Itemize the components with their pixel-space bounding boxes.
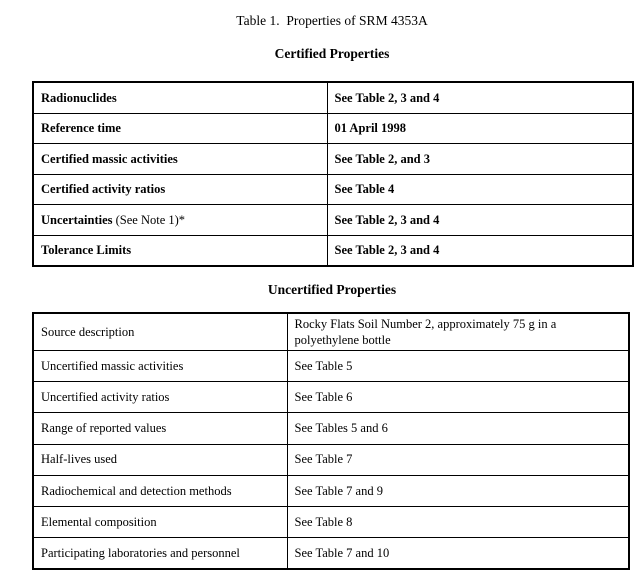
certified-properties-heading: Certified Properties bbox=[274, 46, 390, 61]
property-cell bbox=[33, 144, 327, 175]
value-text: See Table 8 bbox=[294, 514, 353, 529]
value-cell bbox=[327, 113, 633, 144]
value-cell bbox=[327, 174, 633, 205]
property-label: Radiochemical and detection methods bbox=[41, 483, 232, 498]
table-row bbox=[33, 413, 629, 444]
property-label: Radionuclides bbox=[41, 90, 117, 105]
document-content bbox=[32, 0, 632, 570]
property-cell bbox=[33, 475, 287, 506]
value-cell bbox=[287, 444, 629, 475]
value-cell bbox=[327, 235, 633, 266]
table-row bbox=[33, 475, 629, 506]
value-text: See Table 2, 3 and 4 bbox=[334, 212, 440, 227]
property-label: Half-lives used bbox=[41, 452, 118, 467]
property-label: Certified activity ratios bbox=[41, 182, 166, 196]
table-row bbox=[33, 506, 629, 537]
value-cell bbox=[287, 475, 629, 506]
property-label: Tolerance Limits bbox=[41, 243, 132, 257]
table-row bbox=[33, 444, 629, 475]
value-cell bbox=[287, 413, 629, 444]
value-text: Rocky Flats Soil Number 2, approximately 75 g in a polyethylene bottle bbox=[294, 316, 557, 347]
property-label: Uncertified activity ratios bbox=[41, 390, 170, 405]
property-label: Range of reported values bbox=[41, 421, 167, 436]
value-text: 01 April 1998 bbox=[334, 121, 407, 135]
property-cell bbox=[33, 538, 287, 570]
property-note: (See Note 1)* bbox=[112, 212, 186, 227]
value-text: See Table 4 bbox=[334, 182, 395, 196]
value-text: See Table 2, and 3 bbox=[334, 151, 431, 166]
value-cell bbox=[327, 144, 633, 175]
certified-properties-table bbox=[32, 81, 634, 267]
property-label: Elemental composition bbox=[41, 514, 157, 529]
table-row bbox=[33, 113, 633, 144]
property-label: Uncertainties bbox=[41, 212, 113, 227]
property-cell bbox=[33, 444, 287, 475]
table-row bbox=[33, 351, 629, 382]
value-text: See Table 2, 3 and 4 bbox=[334, 243, 440, 257]
property-label: Uncertified massic activities bbox=[41, 358, 184, 373]
property-cell bbox=[33, 82, 327, 113]
table-row bbox=[33, 382, 629, 413]
property-cell bbox=[33, 351, 287, 382]
value-cell bbox=[327, 82, 633, 113]
property-label: Certified massic activities bbox=[41, 151, 178, 166]
uncertified-properties-heading: Uncertified Properties bbox=[267, 282, 397, 297]
value-cell bbox=[327, 205, 633, 236]
value-text: See Tables 5 and 6 bbox=[294, 421, 388, 436]
table-row bbox=[33, 144, 633, 175]
value-cell bbox=[287, 506, 629, 537]
property-cell bbox=[33, 174, 327, 205]
table-row bbox=[33, 174, 633, 205]
value-cell bbox=[287, 538, 629, 570]
table-row bbox=[33, 313, 629, 351]
property-cell bbox=[33, 205, 327, 236]
value-text: See Table 7 and 10 bbox=[294, 545, 390, 560]
value-text: See Table 6 bbox=[294, 390, 353, 405]
property-cell bbox=[33, 235, 327, 266]
table-row bbox=[33, 205, 633, 236]
table-row bbox=[33, 82, 633, 113]
property-cell bbox=[33, 506, 287, 537]
table-row bbox=[33, 235, 633, 266]
value-cell bbox=[287, 313, 629, 351]
property-cell bbox=[33, 113, 327, 144]
property-label: Source description bbox=[41, 324, 135, 339]
page-title: Table 1. Properties of SRM 4353A bbox=[236, 13, 428, 28]
table-row bbox=[33, 538, 629, 570]
property-cell bbox=[33, 382, 287, 413]
value-text: See Table 2, 3 and 4 bbox=[334, 90, 440, 105]
property-cell bbox=[33, 313, 287, 351]
value-text: See Table 7 and 9 bbox=[294, 483, 383, 498]
property-cell bbox=[33, 413, 287, 444]
property-label: Reference time bbox=[41, 121, 121, 135]
value-cell bbox=[287, 351, 629, 382]
value-text: See Table 7 bbox=[294, 452, 353, 467]
uncertified-properties-table bbox=[32, 312, 630, 570]
property-label: Participating laboratories and personnel bbox=[41, 545, 240, 560]
value-text: See Table 5 bbox=[294, 358, 353, 373]
value-cell bbox=[287, 382, 629, 413]
